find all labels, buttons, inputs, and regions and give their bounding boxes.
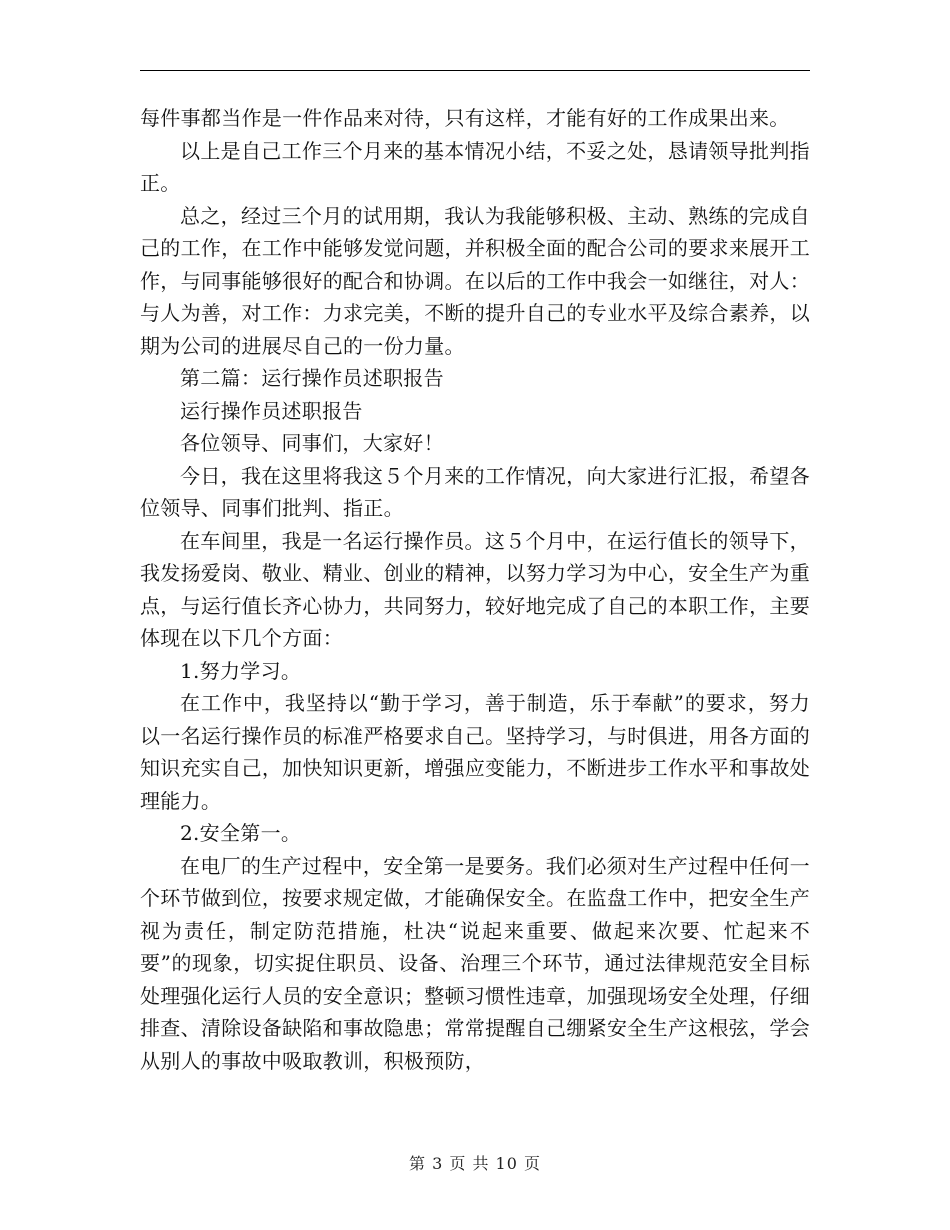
subheading-safety: 2.安全第一。 xyxy=(180,821,302,845)
paragraph-safety: 在电厂的生产过程中，安全第一是要务。我们必须对生产过程中任何一个环节做到位，按要求规定做，才能确保安全。在监盘工作中，把安全生产视为责任，制定防范措施，杜决“说起来重要、做起来次要、忙起来不要”的现象，切实捉住职员、设备、治理三个环节，通过法律规范安全目标处理强化运行人员的安全意识；整顿习惯性违章，加强现场安全处理，仔细排查、清除设备缺陷和事故隐患；常常提醒自己绷紧安全生产这根弦，学会从别人的事故中吸取教训，积极预防， xyxy=(140,853,810,1073)
paragraph-1: 每件事都当作是一件作品来对待，只有这样，才能有好的工作成果出来。 xyxy=(140,106,790,130)
document-body xyxy=(140,102,810,1077)
header-rule xyxy=(140,70,810,71)
greeting: 各位领导、同事们，大家好！ xyxy=(180,431,444,455)
report-title: 运行操作员述职报告 xyxy=(180,398,363,423)
paragraph-study: 在工作中，我坚持以“勤于学习，善于制造，乐于奉献”的要求，努力以一名运行操作员的标准严格要求自己。坚持学习，与时俱进，用各方面的知识充实自己，加快知识更新，增强应变能力，不断进步工作水平和事故处理能力。 xyxy=(140,691,810,813)
paragraph-role: 在车间里，我是一名运行操作员。这５个月中，在运行值长的领导下，我发扬爱岗、敬业、精业、创业的精神，以努力学习为中心，安全生产为重点，与运行值长齐心协力，共同努力，较好地完成了自己的本职工作，主要体现在以下几个方面： xyxy=(140,528,810,650)
section-heading: 第二篇：运行操作员述职报告 xyxy=(180,366,444,390)
page-number: 第 3 页 共 10 页 xyxy=(409,1154,541,1173)
paragraph-intro: 今日，我在这里将我这５个月来的工作情况，向大家进行汇报，希望各位领导、同事们批判、指正。 xyxy=(140,463,810,520)
subheading-study: 1.努力学习。 xyxy=(180,658,302,683)
paragraph-2: 以上是自己工作三个月来的基本情况小结，不妥之处，恳请领导批判指正。 xyxy=(140,138,810,195)
paragraph-3: 总之，经过三个月的试用期，我认为我能够积极、主动、熟练的完成自己的工作，在工作中能够发觉问题，并积极全面的配合公司的要求来展开工作，与同事能够很好的配合和协调。在以后的工作中我会一如继往，对人：与人为善，对工作：力求完美，不断的提升自己的专业水平及综合素养，以期为公司的进展尽自己的一份力量。 xyxy=(140,203,810,358)
